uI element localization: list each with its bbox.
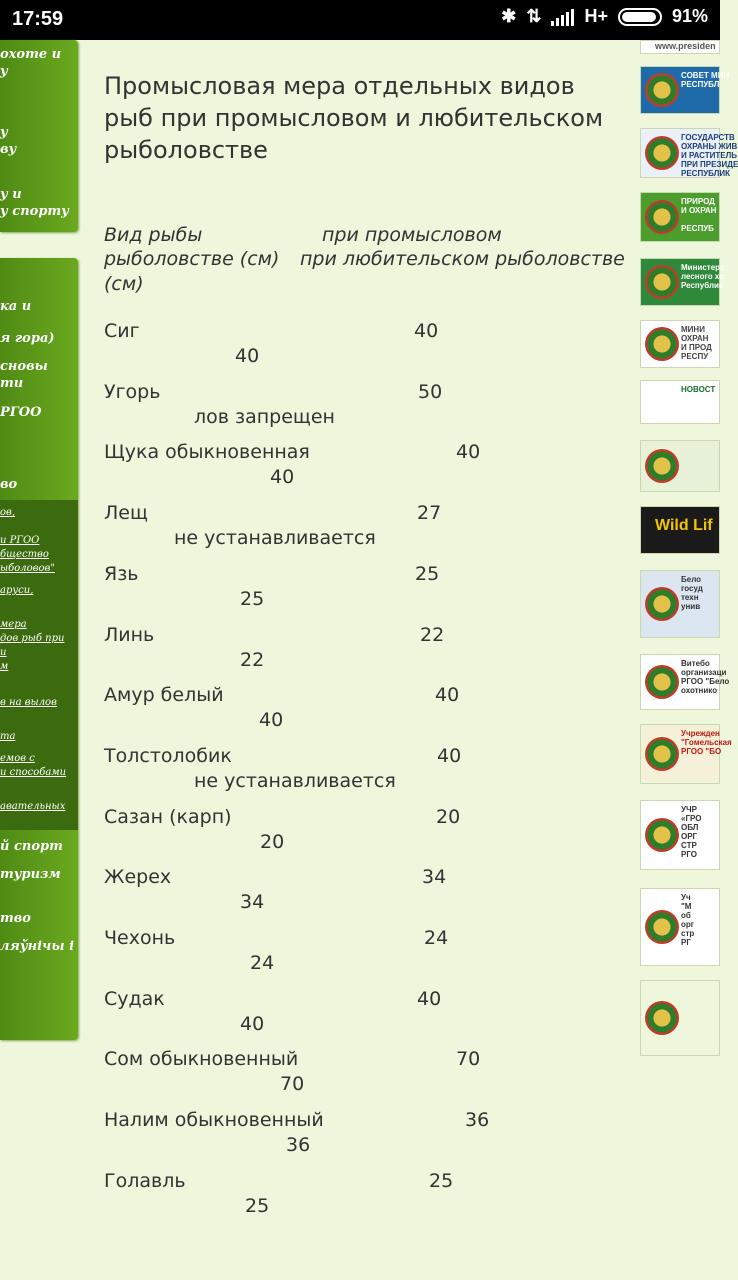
partner-banner[interactable]: [640, 440, 720, 492]
table-header-row-2: [104, 248, 624, 270]
emblem-icon: [645, 449, 679, 483]
partner-banner[interactable]: [640, 570, 720, 638]
table-header-row-3: [104, 273, 624, 295]
commercial-size: 22: [420, 623, 445, 646]
fish-name: Угорь: [104, 380, 161, 403]
header-commercial-unit: рыболовстве (см): [104, 248, 280, 270]
menu-box-main: [0, 258, 78, 1040]
table-row: [104, 866, 624, 916]
fish-name: Язь: [104, 562, 139, 585]
amateur-size: 24: [250, 952, 275, 974]
partner-banner[interactable]: [640, 654, 730, 710]
partner-banner[interactable]: [640, 800, 720, 870]
banner-text: Учрежден "Гомельская РГОО "БО: [681, 729, 732, 756]
submenu-link[interactable]: в на вылов: [0, 697, 57, 708]
fish-name: Сом обыкновенный: [104, 1048, 299, 1071]
emblem-icon: [645, 200, 679, 234]
table-header-row-1: [104, 224, 624, 246]
partner-banner[interactable]: [640, 128, 738, 178]
signal-icon: [551, 8, 574, 26]
menu-link[interactable]: туризм: [0, 867, 61, 882]
banner-text: Wild Lif: [655, 517, 713, 534]
commercial-size: 27: [417, 502, 442, 525]
commercial-size: 50: [418, 380, 443, 403]
banner-text: УЧР «ГРО ОБЛ ОРГ СТР РГО: [681, 805, 702, 859]
table-row: [104, 927, 624, 977]
emblem-icon: [645, 327, 679, 361]
fish-name: Амур белый: [104, 684, 224, 707]
banner-text: СОВЕТ МИН РЕСПУБЛ: [681, 71, 730, 89]
commercial-size: 24: [424, 927, 449, 949]
submenu-link[interactable]: емов с: [0, 753, 35, 764]
commercial-size: 25: [429, 1169, 454, 1192]
banner-text: МИНИ ОХРАН И ПРОД РЕСПУ: [681, 325, 712, 361]
submenu-link[interactable]: и способами: [0, 767, 67, 778]
menu-link[interactable]: ти: [0, 376, 24, 391]
partner-banner[interactable]: [640, 980, 720, 1056]
header-amateur-unit: (см): [104, 273, 144, 295]
emblem-icon: [645, 910, 679, 944]
fish-name: Линь: [104, 623, 155, 646]
fish-name: Сазан (карп): [104, 805, 232, 828]
table-row: [104, 1109, 624, 1159]
submenu-link[interactable]: аруси,: [0, 585, 34, 596]
partner-banner[interactable]: [640, 506, 720, 554]
fish-name: Щука обыкновенная: [104, 441, 310, 464]
emblem-icon: [645, 587, 679, 621]
submenu-link[interactable]: та: [0, 731, 16, 742]
commercial-size: 20: [436, 805, 461, 828]
amateur-size: не устанавливается: [174, 527, 376, 550]
partner-banner[interactable]: [640, 40, 720, 54]
menu-link[interactable]: ву: [0, 142, 17, 157]
menu-link[interactable]: я гора): [0, 331, 55, 346]
commercial-size: 40: [417, 987, 442, 1010]
amateur-size: 20: [260, 830, 285, 853]
menu-link[interactable]: РГОО: [0, 405, 42, 420]
status-bar: [0, 0, 720, 40]
header-species: Вид рыбы: [104, 224, 203, 246]
amateur-size: 25: [240, 587, 265, 610]
banner-text: ПРИРОД И ОХРАН РЕСПУБ: [681, 197, 717, 233]
amateur-size: 36: [286, 1134, 311, 1157]
submenu-link[interactable]: ов,: [0, 507, 16, 518]
fish-name: Толстолобик: [104, 744, 232, 767]
page-title: Промысловая мера отдельных видов рыб при промысловом и любительском рыболовстве: [104, 72, 604, 164]
amateur-size: 40: [259, 709, 284, 732]
menu-link[interactable]: у и: [0, 187, 22, 202]
amateur-size: 34: [240, 891, 265, 914]
commercial-size: 70: [456, 1048, 481, 1071]
table-row: [104, 624, 624, 674]
amateur-size: 40: [270, 466, 295, 489]
commercial-size: 34: [422, 866, 447, 889]
page: [0, 40, 738, 1280]
submenu-link[interactable]: бщество: [0, 549, 49, 560]
header-amateur: при любительском рыболовстве: [300, 248, 625, 270]
banner-text: Уч "М об орг стр РГ: [681, 893, 695, 947]
menu-link[interactable]: у спорту: [0, 204, 69, 219]
submenu-link[interactable]: авательных: [0, 801, 66, 812]
banner-text: ГОСУДАРСТВ ОХРАНЫ ЖИВ И РАСТИТЕЛЬ ПРИ ПРЕЗИДЕ РЕСПУБЛИК: [681, 133, 738, 178]
submenu-link[interactable]: мера: [0, 619, 27, 630]
partner-banner[interactable]: [640, 320, 720, 368]
partner-banner[interactable]: [640, 888, 720, 966]
submenu: [0, 500, 78, 830]
menu-link[interactable]: й спорт: [0, 839, 63, 854]
table-row: [104, 563, 624, 613]
table-row: [104, 381, 624, 431]
table-row: [104, 806, 624, 856]
banner-text: Бело госуд техн унив: [681, 575, 703, 611]
menu-link[interactable]: сновы: [0, 359, 48, 374]
fish-name: Жерех: [104, 866, 172, 889]
submenu-link[interactable]: и: [0, 647, 7, 658]
emblem-icon: [645, 136, 679, 170]
data-arrows-icon: ⇅: [526, 6, 542, 26]
right-sidebar: [640, 40, 738, 1280]
commercial-size: 40: [435, 684, 460, 707]
banner-text: НОВОСТ: [681, 385, 716, 394]
commercial-size: 36: [465, 1109, 490, 1132]
header-commercial: при промысловом: [322, 224, 502, 246]
emblem-icon: [645, 73, 679, 107]
partner-banner[interactable]: [640, 192, 720, 242]
emblem-icon: [645, 265, 679, 299]
banner-text: Министерс лесного хо Республик: [681, 263, 725, 290]
partner-banner[interactable]: [640, 258, 725, 306]
battery-icon: [618, 8, 662, 26]
status-icons: [501, 6, 708, 27]
amateur-size: 22: [240, 648, 265, 671]
menu-link[interactable]: у: [0, 64, 8, 79]
amateur-size: 70: [280, 1073, 305, 1096]
amateur-size: лов запрещен: [194, 405, 335, 428]
partner-banner[interactable]: [640, 380, 720, 424]
fish-name: Лещ: [104, 502, 148, 525]
table-row: [104, 988, 624, 1038]
menu-link[interactable]: ляўнічы і: [0, 939, 75, 954]
banner-text: Витебо организаци РГОО "Бело охотнико: [681, 659, 730, 695]
commercial-size: 40: [456, 441, 481, 464]
network-type: H+: [584, 6, 608, 26]
status-time: 17:59: [12, 8, 64, 30]
submenu-link[interactable]: ыболовов": [0, 563, 55, 574]
commercial-size: 40: [414, 320, 439, 342]
emblem-icon: [645, 665, 679, 699]
menu-link[interactable]: ка и: [0, 299, 32, 314]
partner-banner[interactable]: [640, 724, 732, 784]
amateur-size: 40: [235, 345, 260, 367]
menu-box-top: [0, 40, 78, 232]
menu-link[interactable]: охоте и: [0, 47, 62, 62]
submenu-link[interactable]: и РГОО: [0, 535, 40, 546]
emblem-icon: [645, 737, 679, 771]
fish-name: Чехонь: [104, 927, 176, 949]
commercial-size: 40: [437, 744, 462, 767]
banner-text: www.presiden: [655, 41, 716, 51]
bluetooth-icon: ✱: [501, 6, 517, 26]
table-row: [104, 502, 624, 552]
menu-link[interactable]: у: [0, 125, 8, 140]
menu-link[interactable]: во: [0, 477, 18, 492]
emblem-icon: [645, 1001, 679, 1035]
table-row: [104, 745, 624, 795]
partner-banner[interactable]: [640, 66, 730, 114]
amateur-size: 40: [240, 1012, 265, 1035]
emblem-icon: [645, 818, 679, 852]
table-row: [104, 1170, 624, 1220]
fish-name: Налим обыкновенный: [104, 1109, 324, 1132]
amateur-size: 25: [245, 1194, 270, 1217]
fish-name: Голавль: [104, 1169, 186, 1192]
fish-name: Сиг: [104, 320, 140, 342]
submenu-link[interactable]: м: [0, 661, 9, 672]
submenu-link[interactable]: дов рыб при: [0, 633, 65, 644]
fish-name: Судак: [104, 987, 165, 1010]
menu-link[interactable]: тво: [0, 911, 31, 926]
left-sidebar: [0, 40, 78, 1280]
amateur-size: не устанавливается: [194, 769, 396, 792]
table-row: [104, 1048, 624, 1098]
commercial-size: 25: [415, 562, 440, 585]
table-row: [104, 320, 624, 370]
table-row: [104, 684, 624, 734]
table-row: [104, 441, 624, 491]
battery-level: 91%: [671, 6, 708, 26]
